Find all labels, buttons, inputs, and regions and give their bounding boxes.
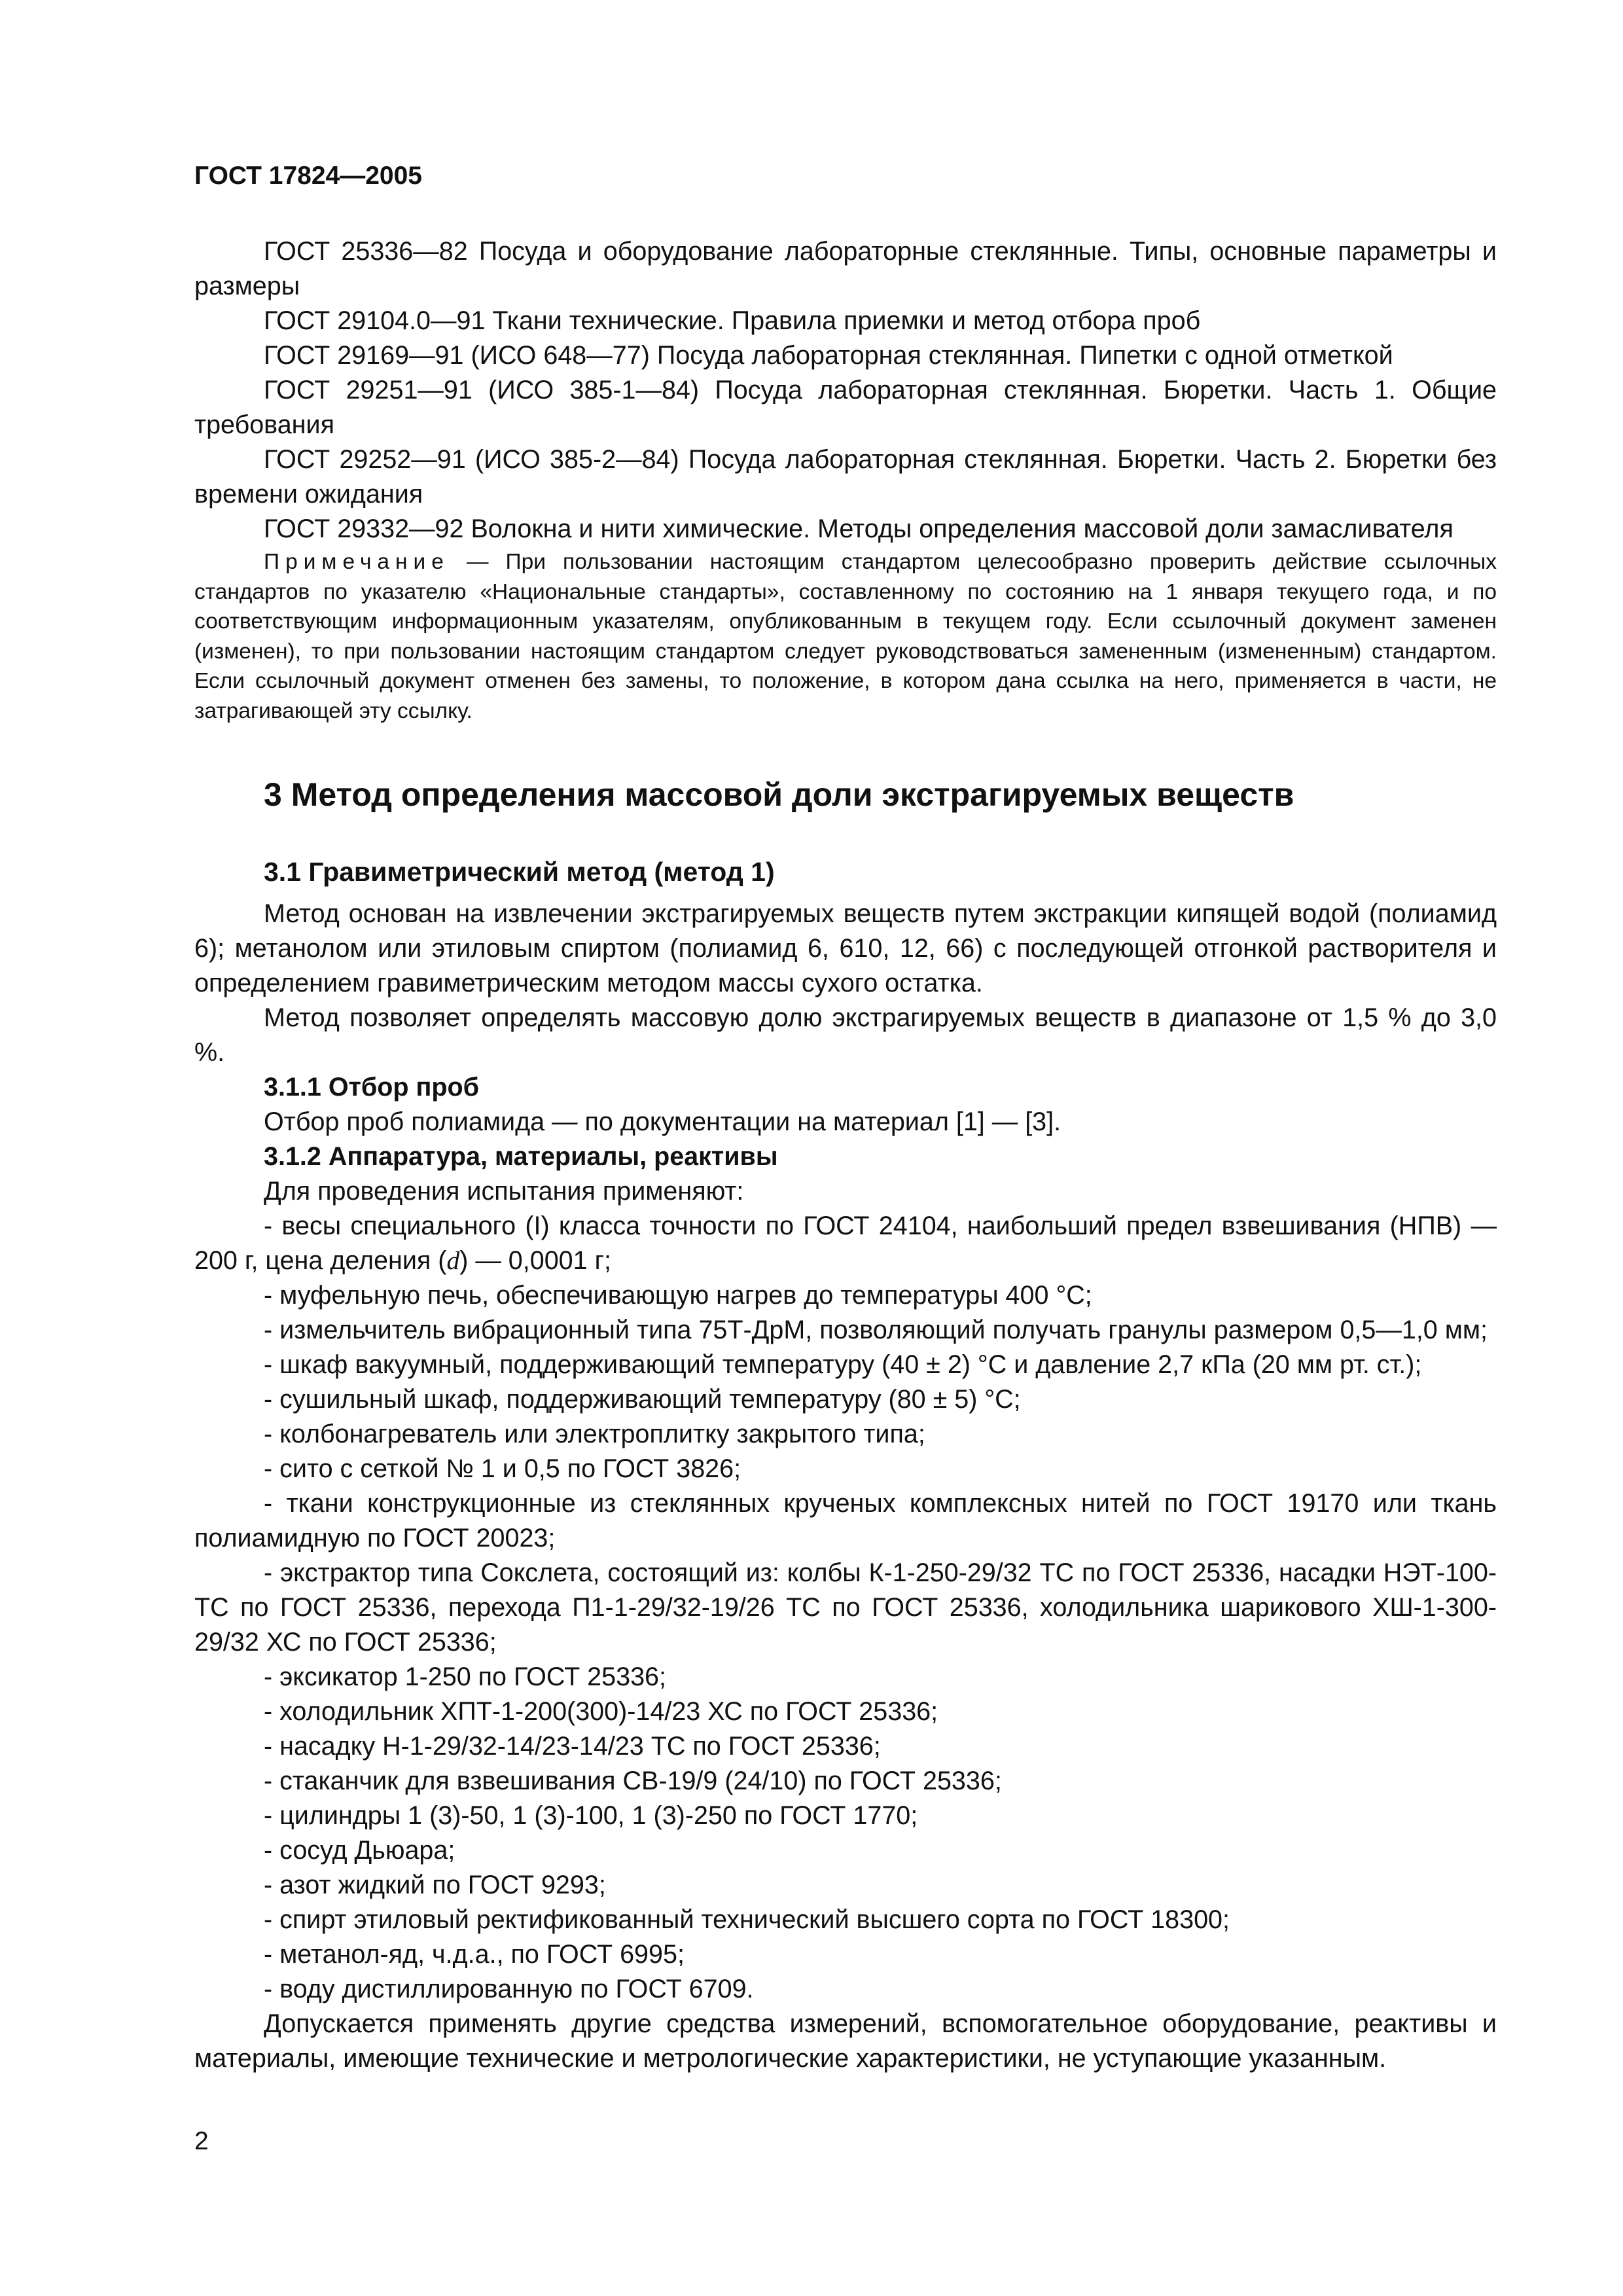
scales-text-b: ) — 0,0001 г; xyxy=(459,1246,611,1275)
clause-3-1-1-text: Отбор проб полиамида — по документации на материал [1] — [3]. xyxy=(264,1107,1061,1136)
equipment-item: - экстрактор типа Сокслета, состоящий из: колбы К-1-250-29/32 ТС по ГОСТ 25336, насадки НЭТ-100-ТС по ГОСТ 25336, перехода П1-1-29/32-19/26 ТС по ГОСТ 25336, холодильника шарикового ХШ-1-300-29/32 ХС по ГОСТ 25336; xyxy=(194,1558,1497,1657)
page-number: 2 xyxy=(194,2127,209,2155)
equipment-item xyxy=(194,1209,1497,1278)
equipment-item: - цилиндры 1 (3)-50, 1 (3)-100, 1 (3)-250 по ГОСТ 1770; xyxy=(264,1801,918,1830)
equipment-item: - сито с сеткой № 1 и 0,5 по ГОСТ 3826; xyxy=(264,1454,741,1483)
reference-item: ГОСТ 29252—91 (ИСО 385-2—84) Посуда лабораторная стеклянная. Бюретки. Часть 2. Бюретки без времени ожидания xyxy=(194,445,1497,509)
note-text: — При пользовании настоящим стандартом целесообразно проверить действие ссылочных стандартов по указателю «Национальные стандарты», составленному по состоянию на 1 января текущего года, и по соответствующим информационным указателям, опубликованным в текущем году. Если ссылочный документ заменен (изменен), то при пользовании настоящим стандартом следует руководствоваться замененным (измененным) стандартом. Если ссылочный документ отменен без замены, то положение, в котором дана ссылка на него, применяется в части, не затрагивающей эту ссылку. xyxy=(194,550,1497,723)
equipment-item: - сушильный шкаф, поддерживающий температуру (80 ± 5) °С; xyxy=(264,1385,1021,1414)
clause-3-1-1-heading: 3.1.1 Отбор проб xyxy=(264,1073,480,1102)
equipment-item: - стаканчик для взвешивания СВ-19/9 (24/10) по ГОСТ 25336; xyxy=(264,1767,1002,1795)
reference-item: ГОСТ 29169—91 (ИСО 648—77) Посуда лабораторная стеклянная. Пипетки с одной отметкой xyxy=(264,341,1393,370)
standard-designation: ГОСТ 17824—2005 xyxy=(194,162,422,190)
equipment-item: - эксикатор 1-250 по ГОСТ 25336; xyxy=(264,1662,666,1691)
normative-references-list xyxy=(194,234,1497,547)
clause-3-1-2-heading: 3.1.2 Аппаратура, материалы, реактивы xyxy=(264,1142,778,1171)
intro-paragraph: Метод основан на извлечении экстрагируемых веществ путем экстракции кипящей водой (полиамид 6); метанолом или этиловым спиртом (полиамид 6, 610, 12, 66) с последующей отгонкой растворителя и определением гравиметрическим методом массы сухого остатка. xyxy=(194,899,1497,997)
equipment-item: - ткани конструкционные из стеклянных крученых комплексных нитей по ГОСТ 19170 или ткань полиамидную по ГОСТ 20023; xyxy=(194,1489,1497,1552)
section-heading: 3 Метод определения массовой доли экстрагируемых веществ xyxy=(264,776,1294,813)
equipment-item: - спирт этиловый ректификованный технический высшего сорта по ГОСТ 18300; xyxy=(264,1905,1230,1934)
scales-symbol-d: d xyxy=(446,1246,460,1275)
scales-text-a: - весы специального (I) класса точности по ГОСТ 24104, наибольший предел взвешивания (НПВ) — 200 г, цена деления ( xyxy=(194,1211,1497,1275)
equipment-item: - насадку Н-1-29/32-14/23-14/23 ТС по ГОСТ 25336; xyxy=(264,1732,881,1761)
reference-item: ГОСТ 29251—91 (ИСО 385-1—84) Посуда лабораторная стеклянная. Бюретки. Часть 1. Общие требования xyxy=(194,376,1497,439)
note-paragraph xyxy=(194,547,1497,726)
equipment-item: - сосуд Дьюара; xyxy=(264,1836,455,1865)
section-body xyxy=(194,897,1497,2076)
equipment-item: - шкаф вакуумный, поддерживающий температуру (40 ± 2) °С и давление 2,7 кПа (20 мм рт. ст.); xyxy=(264,1350,1422,1379)
equipment-item: - воду дистиллированную по ГОСТ 6709. xyxy=(264,1975,754,2003)
note-label: Примечание xyxy=(264,550,450,574)
equipment-item: - холодильник ХПТ-1-200(300)-14/23 ХС по ГОСТ 25336; xyxy=(264,1697,938,1726)
clause-3-1-2-lead: Для проведения испытания применяют: xyxy=(264,1177,744,1206)
reference-item: ГОСТ 29332—92 Волокна и нити химические. Методы определения массовой доли замасливателя xyxy=(264,514,1454,543)
note-block xyxy=(194,547,1497,726)
closing-paragraph: Допускается применять другие средства измерений, вспомогательное оборудование, реактивы и материалы, имеющие технические и метрологические характеристики, не уступающие указанным. xyxy=(194,2009,1497,2073)
reference-item: ГОСТ 25336—82 Посуда и оборудование лабораторные стеклянные. Типы, основные параметры и размеры xyxy=(194,237,1497,300)
equipment-item: - метанол-яд, ч.д.а., по ГОСТ 6995; xyxy=(264,1940,685,1969)
reference-item: ГОСТ 29104.0—91 Ткани технические. Правила приемки и метод отбора проб xyxy=(264,306,1201,335)
subsection-heading: 3.1 Гравиметрический метод (метод 1) xyxy=(264,857,775,887)
equipment-item: - азот жидкий по ГОСТ 9293; xyxy=(264,1871,606,1899)
equipment-item: - колбонагреватель или электроплитку закрытого типа; xyxy=(264,1420,925,1448)
equipment-item: - муфельную печь, обеспечивающую нагрев до температуры 400 °С; xyxy=(264,1281,1092,1310)
intro-paragraph: Метод позволяет определять массовую долю экстрагируемых веществ в диапазоне от 1,5 % до 3,0 %. xyxy=(194,1003,1497,1067)
equipment-item: - измельчитель вибрационный типа 75Т-ДрМ, позволяющий получать гранулы размером 0,5—1,0 мм; xyxy=(264,1316,1488,1344)
